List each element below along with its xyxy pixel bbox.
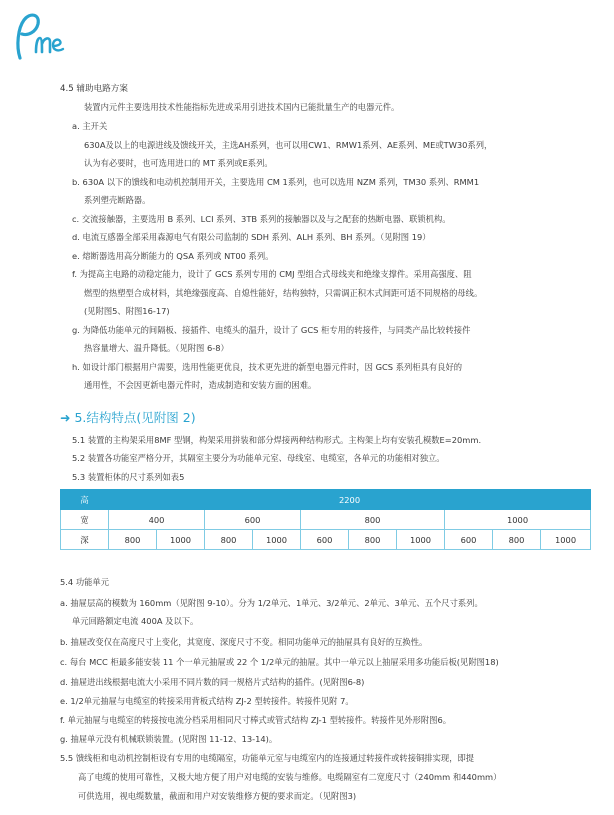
section-5-heading (60, 408, 196, 426)
s5-para-5-2: 5.2 装置各功能室严格分开，其隔室主要分为功能单元室、母线室、电缆室，各单元的功能相对独立。 (72, 453, 445, 463)
s54-item-b: b. 抽屉改变仅在高度尺寸上变化，其宽度、深度尺寸不变。相同功能单元的抽屉具有良好的互换性。 (60, 637, 428, 647)
s54-item-e: e. 1/2单元抽屉与电缆室的转接采用背板式结构 ZJ-2 型转接件。转接件见附 7。 (60, 696, 354, 706)
s45-item-b-line2: 系列塑壳断路器。 (84, 195, 151, 205)
table-cell: 800 (301, 510, 445, 530)
section-4-5-heading: 4.5 辅助电路方案 (60, 84, 128, 94)
s5-para-5-3: 5.3 装置柜体的尺寸系列如表5 (72, 472, 185, 482)
table-row-height (61, 490, 591, 510)
table-label-width: 宽 (61, 510, 109, 530)
s45-item-a-line2: 认为有必要时，也可选用进口的 MT 系列或E系列。 (84, 158, 273, 168)
table-height-value: 2200 (109, 490, 591, 510)
s45-intro: 装置内元件主要选用技术性能指标先进或采用引进技术国内已能批量生产的电器元件。 (84, 102, 400, 112)
table-cell: 1000 (253, 530, 301, 550)
table-cell: 1000 (445, 510, 591, 530)
s54-item-a-line1: a. 抽屉层高的模数为 160mm（见附图 9-10）。分为 1/2单元、1单元、3/2单元、2单元、3单元、五个尺寸系列。 (60, 598, 483, 608)
s45-item-h-line2: 通用性，不会因更新电器元件时，造成制造和安装方面的困难。 (84, 380, 317, 390)
s5-para-5-1: 5.1 装置的主构架采用8MF 型钢，构架采用拼装和部分焊接两种结构形式。主构架上均有安装孔模数E=20mm. (72, 435, 482, 445)
s54-item-d: d. 抽屉进出线根据电流大小采用不同片数的同一规格片式结构的插件。(见附图6-8) (60, 677, 365, 687)
s45-item-a-title: a. 主开关 (72, 121, 108, 131)
cabinet-dimension-table (60, 489, 591, 550)
table-cell: 600 (445, 530, 493, 550)
table-row-depth (61, 530, 591, 550)
table-cell: 400 (109, 510, 205, 530)
s55-para-line1: 5.5 馈线柜和电动机控制柜设有专用的电缆隔室，功能单元室与电缆室内的连接通过转接件或转接铜排实现，即提 (60, 753, 475, 763)
table-row-width (61, 510, 591, 530)
table-cell: 600 (205, 510, 301, 530)
s55-para-line2: 高了电缆的使用可靠性，又极大地方便了用户对电缆的安装与维修。电缆隔室有二宽度尺寸（240mm 和440mm） (78, 772, 502, 782)
s45-item-c: c. 交流接触器，主要选用 B 系列、LCI 系列、3TB 系列的接触器以及与之配套的热断电器、联锁机构。 (72, 214, 451, 224)
s45-item-e: e. 熔断器选用高分断能力的 QSA 系列或 NT00 系列。 (72, 251, 274, 261)
s55-para-line3: 可供选用，视电缆数量，截面和用户对安装维修方便的要求而定。（见附图3) (78, 791, 357, 801)
s45-item-f-line3: (见附图5、附图16-17) (84, 306, 170, 316)
table-cell: 800 (109, 530, 157, 550)
section-5-4-heading: 5.4 功能单元 (60, 577, 110, 587)
s54-item-f: f. 单元抽屉与电缆室的转接按电流分档采用相同尺寸棒式或管式结构 ZJ-1 型转接件。转接件见外形附图6。 (60, 715, 452, 725)
s45-item-b-line1: b. 630A 以下的馈线和电动机控制用开关，主要选用 CM 1系列，也可以选用 NZM 系列，TM30 系列、RMM1 (72, 177, 480, 187)
s45-item-f-line2: 燃型的热塑型合成材料，其绝缘强度高、自熄性能好，结构独特，只需调正积木式间距可适不同规格的母线。 (84, 288, 483, 298)
table-cell: 1000 (397, 530, 445, 550)
table-cell: 1000 (541, 530, 591, 550)
table-cell: 600 (301, 530, 349, 550)
s54-item-g: g. 抽屉单元没有机械联锁装置。(见附图 11-12、13-14)。 (60, 734, 278, 744)
s45-item-f-line1: f. 为提高主电路的动稳定能力，设计了 GCS 系列专用的 CMJ 型组合式母线夹和绝缘支撑件。采用高强度、阻 (72, 269, 472, 279)
s45-item-d: d. 电流互感器全部采用森源电气有限公司监制的 SDH 系列、ALH 系列、BH 系列。（见附图 19） (72, 232, 431, 242)
table-cell: 1000 (157, 530, 205, 550)
table-label-depth: 深 (61, 530, 109, 550)
s45-item-g-line1: g. 为降低功能单元的间隔板、接插件、电缆头的温升，设计了 GCS 柜专用的转接件，与同类产品比较转接件 (72, 325, 471, 335)
arrow-right-icon: ➜ (60, 410, 71, 425)
s45-item-g-line2: 热容量增大、温升降低。（见附图 6-8） (84, 343, 229, 353)
s54-item-c: c. 每台 MCC 柜最多能安装 11 个一单元抽屉或 22 个 1/2单元的抽屉。其中一单元以上抽屉采用多功能后板(见附图18) (60, 657, 499, 667)
s54-item-a-line2: 单元回路额定电流 400A 及以下。 (72, 616, 199, 626)
table-cell: 800 (493, 530, 541, 550)
table-cell: 800 (205, 530, 253, 550)
s45-item-a-line1: 630A及以上的电源进线及馈线开关，主选AH系列，也可以用CW1、RMW1系列、AE系列、ME或TW30系列， (84, 140, 493, 150)
table-cell: 800 (349, 530, 397, 550)
s45-item-h-line1: h. 如设计部门根据用户需要，选用性能更优良，技术更先进的新型电器元件时，因 GCS 系列柜具有良好的 (72, 362, 463, 372)
table-label-height: 高 (61, 490, 109, 510)
section-5-title: 5.结构特点(见附图 2) (74, 410, 196, 425)
